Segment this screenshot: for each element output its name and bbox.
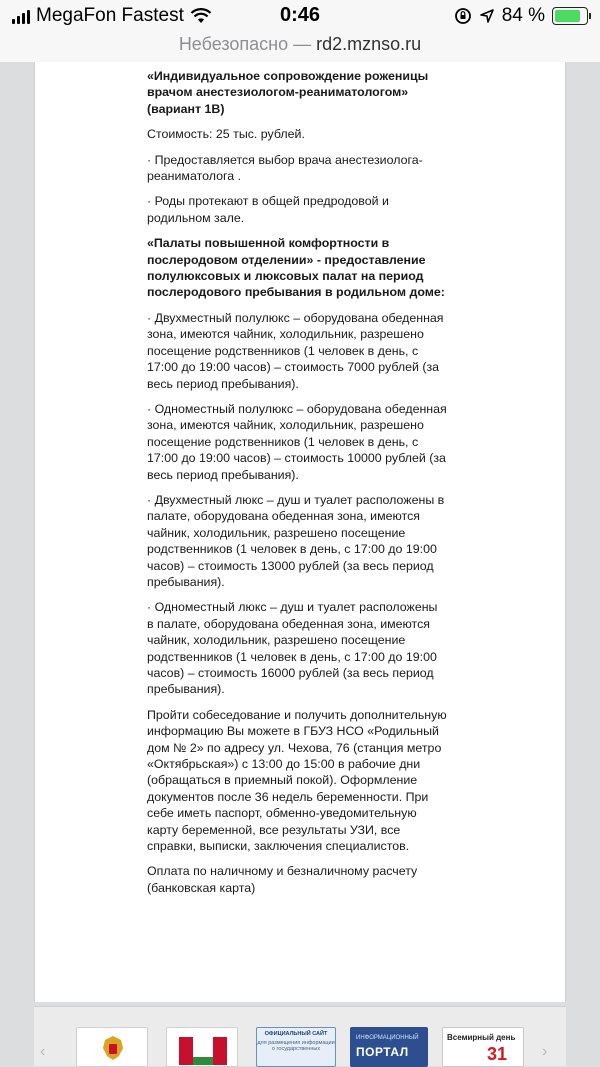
banner-ministry-health[interactable]: [76, 1027, 148, 1067]
battery-percent: 84 %: [501, 5, 545, 26]
banner-subtitle: ПОРТАЛ: [356, 1045, 409, 1059]
chevron-left-icon[interactable]: ‹: [40, 1043, 46, 1060]
bullet-item: · Одноместный люкс – душ и туалет расположены в палате, оборудована обеденная зона, имеются чайник, холодильник, разрешено посещение родственников (1 человек в день, с 17:00 до 19:00 часов) – стоимость 16000 рублей (за весь период пребывания).: [147, 600, 438, 697]
section-heading: «Палаты повышенной комфортности в послеродовом отделении» - предоставление полулюксовых и люксовых палат на период послеродового пребывания в родильном доме:: [147, 236, 445, 300]
banner-regional-flag[interactable]: [166, 1027, 238, 1067]
carrier-name: MegaFon Fastest: [36, 5, 184, 26]
web-content: [0, 62, 600, 1066]
partner-banners-strip: [34, 1006, 566, 1066]
banner-world-day[interactable]: [442, 1027, 524, 1067]
banner-subtitle: для размещения информации о государственных: [257, 1040, 335, 1052]
banner-title: ОФИЦИАЛЬНЫЙ САЙТ: [264, 1031, 328, 1037]
banner-info-portal[interactable]: [350, 1027, 428, 1067]
address-bar[interactable]: [0, 32, 600, 62]
flag-icon: [179, 1037, 227, 1065]
contact-paragraph: Пройти собеседование и получить дополнительную информацию Вы можете в ГБУЗ НСО «Родильный дом № 2» по адресу ул. Чехова, 76 (станция метро «Октябрьская») с 13:00 до 15:00 в рабочие дни (обращаться в приемный покой). Оформление документов после 36 недель беременности. При себе иметь паспорт, обменно-уведомительную карту беременной, все результаты УЗИ, все справки, выписки, заключения специалистов.: [147, 707, 447, 854]
section-heading: «Индивидуальное сопровождение роженицы врачом анестезиологом-реаниматологом» (вариант 1В): [147, 69, 429, 116]
location-arrow-icon: [479, 8, 495, 24]
bullet-item: · Одноместный полулюкс – оборудована обеденная зона, имеются чайник, холодильник, разрешено посещение родственников (1 человек в день, с 17:00 до 19:00 часов) – стоимость 10000 рублей (за весь период пребывания).: [147, 401, 447, 482]
bullet-item: · Предоставляется выбор врача анестезиолога-реаниматолога .: [147, 152, 423, 184]
status-right-group: [454, 5, 588, 27]
bullet-item: · Роды протекают в общей предродовой и родильном зале.: [147, 194, 389, 225]
insecure-label: Небезопасно —: [178, 34, 312, 54]
rotation-lock-icon: [454, 7, 472, 25]
clock: 0:46: [279, 4, 321, 26]
coat-of-arms-icon: [99, 1034, 127, 1062]
chevron-right-icon[interactable]: ›: [542, 1043, 548, 1060]
status-bar: [0, 0, 600, 32]
battery-level-fill: [555, 10, 580, 22]
banner-title: Всемирный день: [447, 1033, 516, 1042]
price-line: Стоимость: 25 тыс. рублей.: [147, 127, 305, 142]
page-card: [34, 62, 566, 1002]
article-body: [147, 68, 447, 905]
banner-date: 31: [487, 1044, 508, 1064]
banner-official-site[interactable]: [256, 1027, 336, 1067]
battery-icon: [552, 7, 588, 25]
url-host: rd2.mznso.ru: [316, 34, 422, 54]
banner-title: ИНФОРМАЦИОННЫЙ: [356, 1035, 419, 1041]
bullet-item: · Двухместный люкс – душ и туалет расположены в палате, оборудована обеденная зона, имеются чайник, холодильник, разрешено посещение родственников (1 человек в день, с 17:00 до 19:00 часов) – стоимость 13000 рублей (за весь период пребывания).: [147, 492, 445, 589]
bullet-item: · Двухместный полулюкс – оборудована обеденная зона, имеются чайник, холодильник, разрешено посещение родственников (1 человек в день, с 17:00 до 19:00 часов) – стоимость 7000 рублей (за весь период пребывания).: [147, 310, 444, 391]
payment-paragraph: Оплата по наличному и безналичному расчету (банковская карта): [147, 864, 418, 895]
